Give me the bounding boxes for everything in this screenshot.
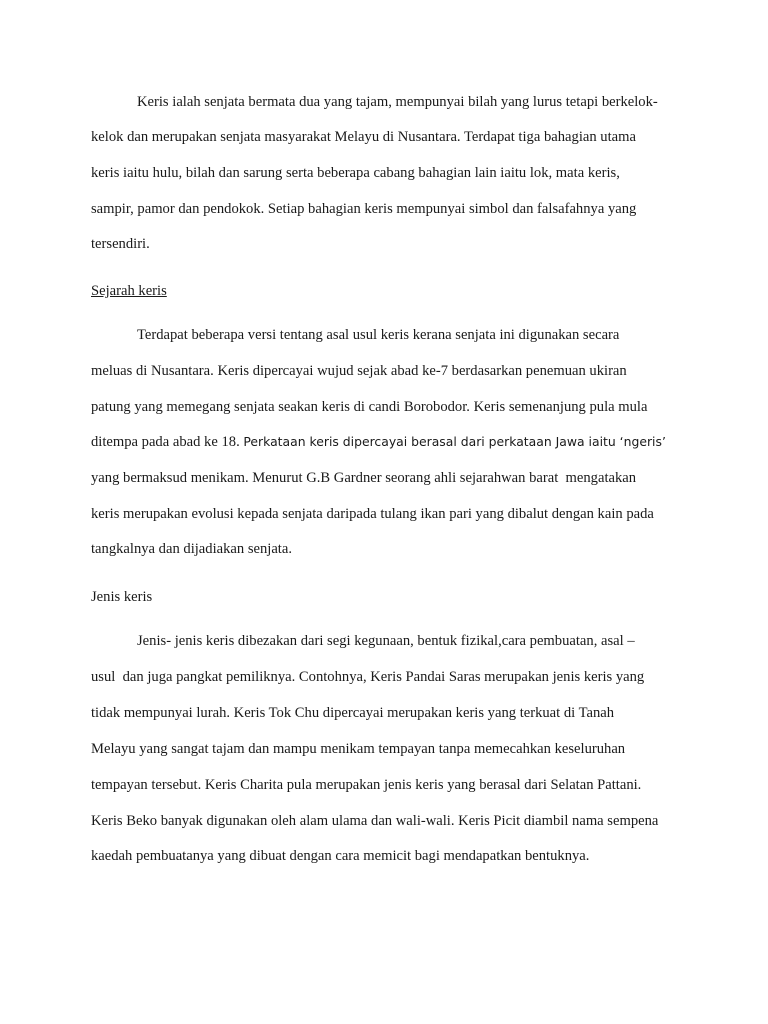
paragraph-line: tempayan tersebut. Keris Charita pula merupakan jenis keris yang berasal dari Selatan Pattani.	[91, 777, 642, 793]
paragraph-line: keris merupakan evolusi kepada senjata daripada tulang ikan pari yang dibalut dengan kain pada	[91, 506, 654, 522]
paragraph-line: kaedah pembuatanya yang dibuat dengan cara memicit bagi mendapatkan bentuknya.	[91, 848, 590, 864]
paragraph-line: patung yang memegang senjata seakan keris di candi Borobodor. Keris semenanjung pula mula	[91, 399, 648, 415]
paragraph-line: usul dan juga pangkat pemiliknya. Contohnya, Keris Pandai Saras merupakan jenis keris yang	[91, 669, 645, 685]
paragraph-line: tersendiri.	[91, 236, 150, 252]
paragraph-line: keris iaitu hulu, bilah dan sarung serta beberapa cabang bahagian lain iaitu lok, mata keris,	[91, 165, 620, 181]
paragraph-line-mixed	[91, 433, 666, 451]
paragraph-line: sampir, pamor dan pendokok. Setiap bahagian keris mempunyai simbol dan falsafahnya yang	[91, 201, 637, 217]
paragraph-line: Terdapat beberapa versi tentang asal usul keris kerana senjata ini digunakan secara	[137, 327, 620, 343]
paragraph-line: yang bermaksud menikam. Menurut G.B Gardner seorang ahli sejarahwan barat mengatakan	[91, 470, 637, 486]
paragraph-line: tidak mempunyai lurah. Keris Tok Chu dipercayai merupakan keris yang terkuat di Tanah	[91, 705, 615, 721]
paragraph-fragment-sans: Perkataan keris dipercayai berasal dari perkataan Jawa iaitu ‘ngeris’	[243, 434, 666, 449]
section-heading-sejarah: Sejarah keris	[91, 283, 167, 299]
paragraph-line: meluas di Nusantara. Keris dipercayai wujud sejak abad ke-7 berdasarkan penemuan ukiran	[91, 363, 627, 379]
paragraph-line: Jenis- jenis keris dibezakan dari segi kegunaan, bentuk fizikal,cara pembuatan, asal –	[137, 633, 635, 649]
paragraph-line: tangkalnya dan dijadiakan senjata.	[91, 541, 292, 557]
paragraph-line: Melayu yang sangat tajam dan mampu menikam tempayan tanpa memecahkan keseluruhan	[91, 741, 626, 757]
section-heading-jenis: Jenis keris	[91, 589, 153, 605]
paragraph-line: Keris ialah senjata bermata dua yang tajam, mempunyai bilah yang lurus tetapi berkelok-	[137, 94, 658, 110]
paragraph-line: Keris Beko banyak digunakan oleh alam ulama dan wali-wali. Keris Picit diambil nama sempena	[91, 813, 659, 829]
paragraph-line: kelok dan merupakan senjata masyarakat Melayu di Nusantara. Terdapat tiga bahagian utama	[91, 129, 636, 145]
paragraph-fragment: ditempa pada abad ke 18.	[91, 434, 244, 450]
